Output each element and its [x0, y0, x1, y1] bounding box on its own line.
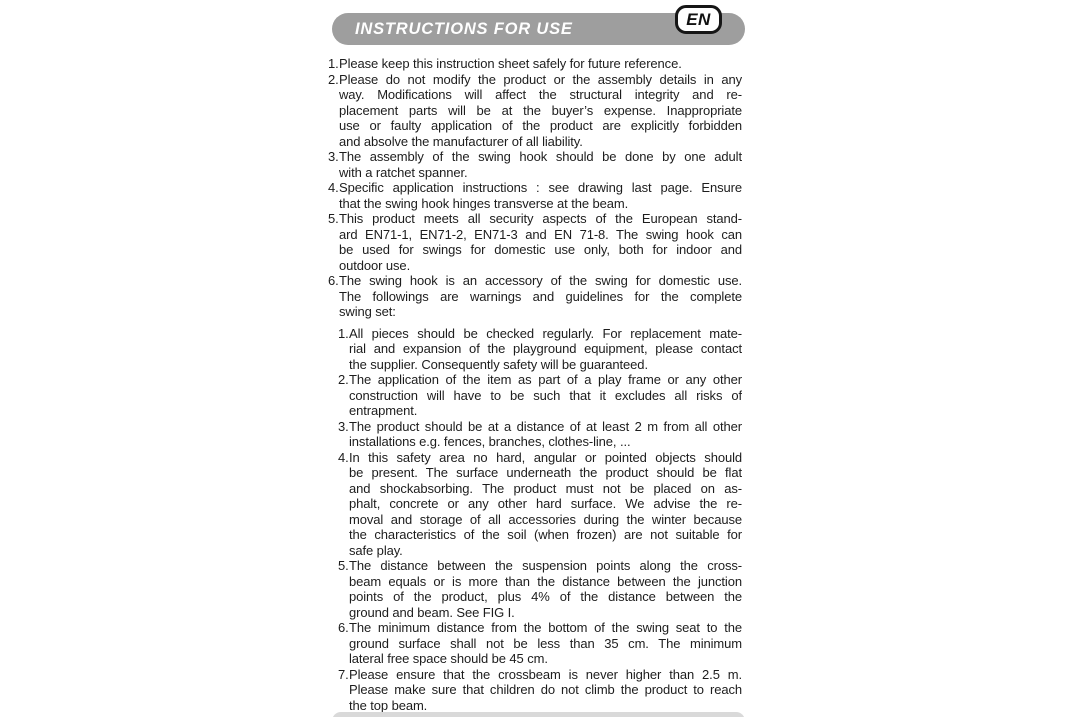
item-number: 5. [328, 211, 339, 226]
text-line: rial and expansion of the playground equipment, please contact [349, 341, 742, 356]
guideline-item [338, 558, 742, 620]
item-text [349, 326, 742, 373]
text-line: The distance between the suspension points along the cross- [349, 558, 742, 573]
text-line: construction will have to be such that it excludes all risks of [349, 387, 742, 403]
item-text [349, 558, 742, 620]
text-line: use or faulty application of the product are explicitly forbidden [339, 118, 742, 133]
text-line: entrapment. [349, 403, 418, 418]
instruction-item [328, 56, 742, 72]
text-line: be present. The surface underneath the product should be flat [349, 465, 742, 480]
text-line: the top beam. [349, 697, 428, 713]
text-line: Please do not modify the product or the assembly details in any [339, 71, 742, 87]
guideline-item [338, 372, 742, 419]
item-number: 3. [328, 149, 339, 164]
text-line: ard EN71-1, EN71-2, EN71-3 and EN 71-8. The swing hook can [339, 226, 742, 242]
section-title: INSTRUCTIONS FOR USE [355, 19, 573, 38]
text-line: Please ensure that the crossbeam is never higher than 2.5 m. [349, 666, 742, 682]
text-line: The application of the item as part of a play frame or any other [349, 372, 742, 387]
guideline-item [338, 419, 742, 450]
item-text [339, 211, 742, 273]
item-number: 1. [328, 56, 339, 71]
item-number: 6. [328, 273, 339, 288]
text-line: The product should be at a distance of at least 2 m from all other [349, 418, 742, 434]
text-line: installations e.g. fences, branches, clothes-line, ... [349, 434, 631, 449]
text-line: be used for swings for domestic use only, both for indoor and [339, 242, 742, 257]
instructions-content [328, 56, 742, 713]
text-line: beam equals or is more than the distance between the junction [349, 573, 742, 589]
item-number: 7. [338, 666, 349, 682]
instruction-item [328, 211, 742, 273]
guideline-item [338, 326, 742, 373]
text-line: way. Modifications will affect the structural integrity and re- [339, 87, 742, 102]
text-line: points of the product, plus 4% of the distance between the [349, 589, 742, 604]
item-number: 3. [338, 418, 349, 434]
text-line: This product meets all security aspects of the European stand- [339, 211, 742, 226]
item-text [349, 620, 742, 667]
item-text [349, 419, 742, 450]
item-number: 4. [328, 180, 339, 195]
text-line: In this safety area no hard, angular or pointed objects should [349, 449, 742, 465]
language-badge [675, 5, 722, 34]
text-line: lateral free space should be 45 cm. [349, 651, 548, 666]
guideline-item [338, 620, 742, 667]
item-text [349, 450, 742, 559]
text-line: phalt, concrete or any other hard surface. We advise the re- [349, 496, 742, 511]
item-number: 4. [338, 449, 349, 465]
item-number: 2. [328, 71, 339, 87]
item-text [339, 149, 742, 180]
text-line: outdoor use. [339, 257, 411, 273]
text-line: ground surface shall not be less than 35 cm. The minimum [349, 635, 742, 651]
language-badge-label: EN [686, 9, 711, 29]
text-line: The followings are warnings and guidelines for the complete [339, 288, 742, 304]
text-line: with a ratchet spanner. [339, 164, 468, 180]
text-line: The swing hook is an accessory of the swing for domestic use. [339, 273, 742, 288]
text-line: and shockabsorbing. The product must not be placed on as- [349, 480, 742, 496]
instructions-list [328, 56, 742, 320]
text-line: ground and beam. See FIG I. [349, 604, 515, 620]
item-text [349, 667, 742, 714]
text-line: safe play. [349, 542, 403, 558]
text-line: All pieces should be checked regularly. For replacement mate- [349, 325, 742, 341]
instruction-item [328, 72, 742, 150]
text-line: The assembly of the swing hook should be done by one adult [339, 149, 742, 164]
text-line: The minimum distance from the bottom of the swing seat to the [349, 620, 742, 635]
swing-set-guidelines-list [338, 326, 742, 714]
text-line: Please make sure that children do not climb the product to reach [349, 682, 742, 697]
text-line: placement parts will be at the buyer’s expense. Inappropriate [339, 102, 742, 118]
text-line: and absolve the manufacturer of all liability. [339, 133, 583, 149]
item-text [339, 180, 742, 211]
item-number: 5. [338, 558, 349, 573]
text-line: the supplier. Consequently safety will be guaranteed. [349, 356, 648, 372]
instruction-item [328, 180, 742, 211]
text-line: moval and storage of all accessories during the winter because [349, 511, 742, 527]
item-number: 1. [338, 325, 349, 341]
text-line: that the swing hook hinges transverse at the beam. [339, 195, 629, 211]
item-text [339, 56, 742, 72]
item-text [339, 273, 742, 320]
item-text [339, 72, 742, 150]
text-line: Please keep this instruction sheet safely for future reference. [339, 56, 682, 71]
item-number: 2. [338, 372, 349, 387]
instruction-item [328, 273, 742, 320]
guideline-item [338, 450, 742, 559]
item-text [349, 372, 742, 419]
next-section-banner-edge [332, 712, 745, 717]
text-line: the characteristics of the soil (when frozen) are not suitable for [349, 527, 742, 542]
text-line: Specific application instructions : see drawing last page. Ensure [339, 180, 742, 195]
item-number: 6. [338, 620, 349, 635]
text-line: swing set: [339, 304, 396, 319]
guideline-item [338, 667, 742, 714]
instruction-item [328, 149, 742, 180]
